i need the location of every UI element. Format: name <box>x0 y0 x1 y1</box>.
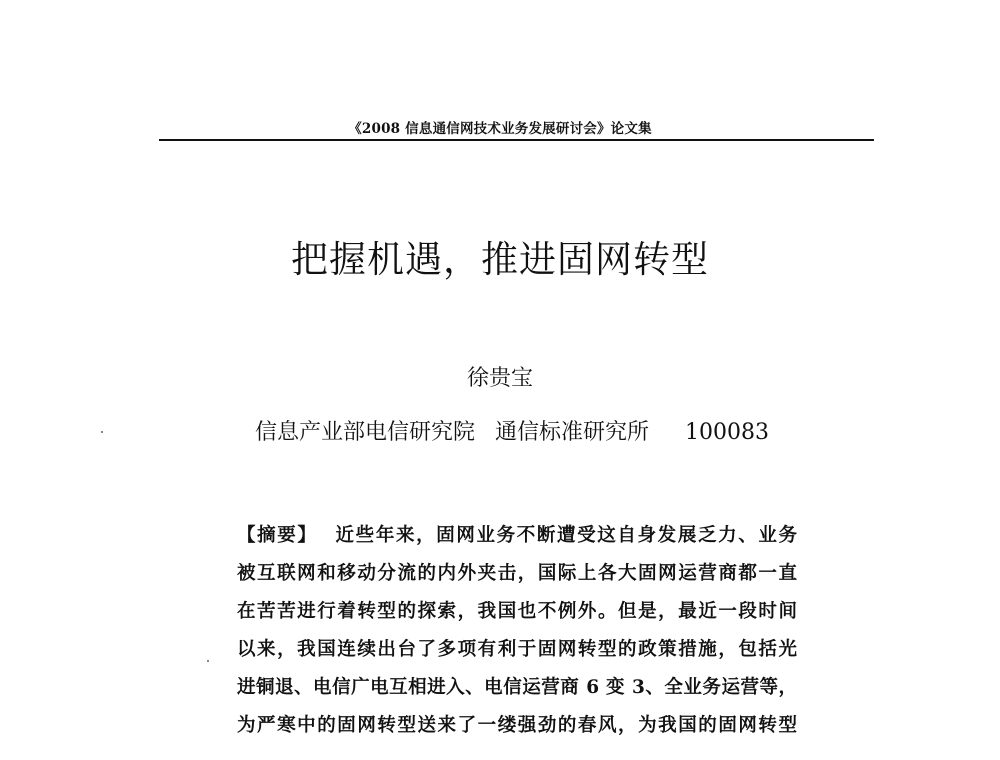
abstract-line <box>237 522 797 560</box>
abstract-line: 在苦苦进行着转型的探索，我国也不例外。但是，最近一段时间 <box>237 601 797 622</box>
affiliation-institute: 信息产业部电信研究院 <box>255 420 476 445</box>
affiliation-department: 通信标准研究所 <box>495 420 650 445</box>
abstract-label: 【摘要】 <box>237 525 318 546</box>
affiliation <box>255 418 769 448</box>
scan-speck <box>207 660 209 662</box>
abstract-text: 近些年来，固网业务不断遭受这自身发展乏力、业务 <box>335 525 797 546</box>
abstract-line: 进铜退、电信广电互相进入、电信运营商 6 变 3、全业务运营等， <box>237 677 797 698</box>
header-rule <box>159 139 874 141</box>
abstract-line: 被互联网和移动分流的内外夹击，国际上各大固网运营商都一直 <box>237 563 797 584</box>
abstract-line: 为严寒中的固网转型送来了一缕强劲的春风，为我国的固网转型 <box>237 715 797 736</box>
abstract-line: 以来，我国连续出台了多项有利于固网转型的政策措施，包括光 <box>237 639 797 660</box>
abstract <box>237 522 797 750</box>
affiliation-postcode: 100083 <box>685 420 770 445</box>
paper-title: 把握机遇，推进固网转型 <box>291 238 709 281</box>
running-header: 《2008 信息通信网技术业务发展研讨会》论文集 <box>348 121 652 137</box>
scan-speck <box>101 431 103 433</box>
author-name: 徐贵宝 <box>466 366 533 391</box>
